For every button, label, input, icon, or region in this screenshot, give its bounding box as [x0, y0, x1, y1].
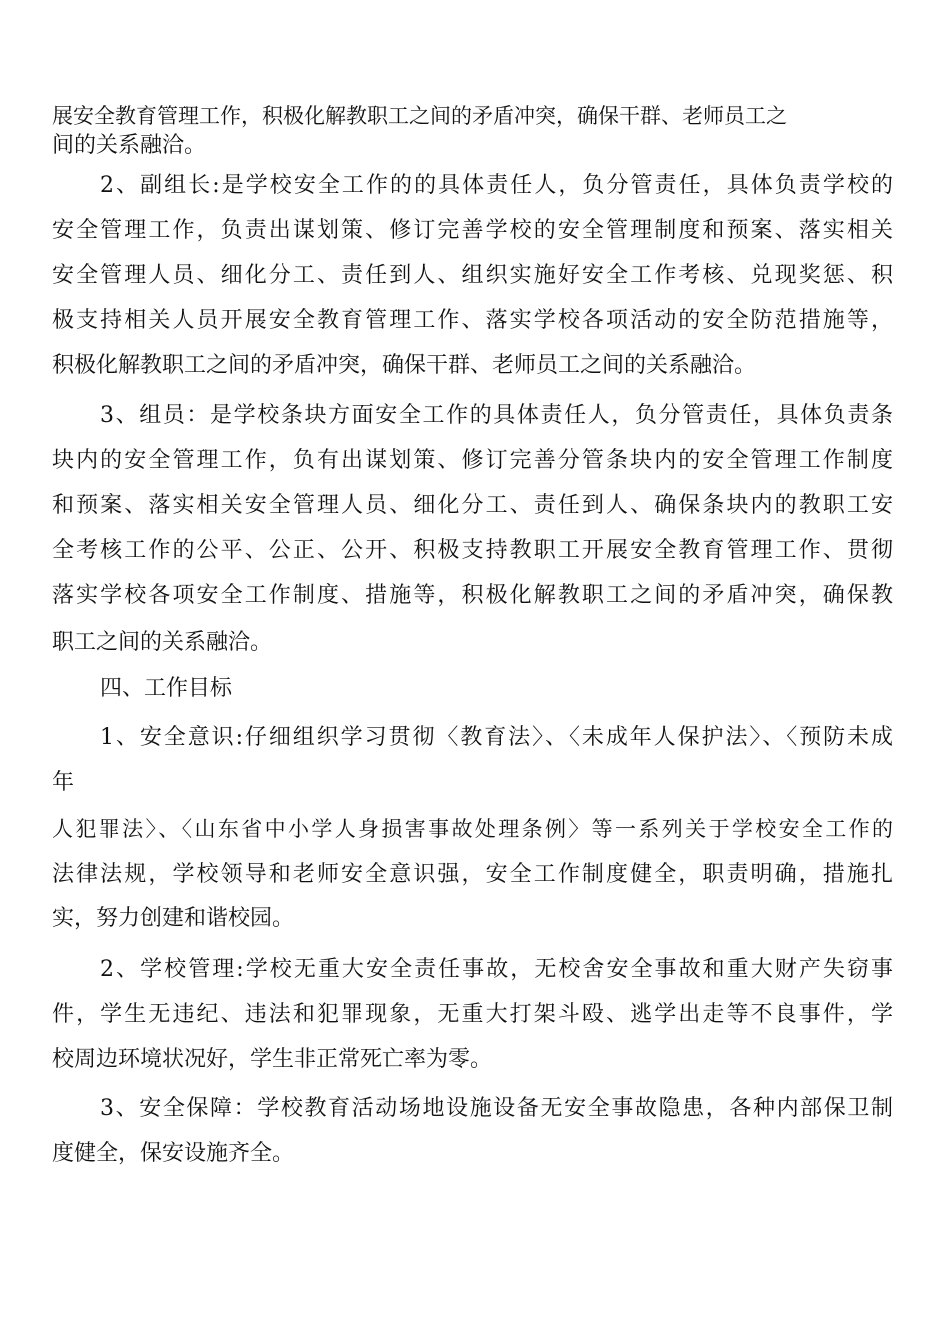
text-line: 块内的安全管理工作，负有出谋划策、修订完善分管条块内的安全管理工作制度: [52, 448, 893, 473]
text-line: 2、学校管理:学校无重大安全责任事故，无校舍安全事故和重大财产失窃事: [100, 957, 893, 982]
text-line: 度健全，保安设施齐全。: [52, 1141, 295, 1166]
text-line: 安全管理人员、细化分工、责任到人、组织实施好安全工作考核、兑现奖惩、积: [52, 263, 893, 288]
text-line: 间的关系融洽。: [52, 133, 207, 158]
text-line: 校周边环境状况好，学生非正常死亡率为零。: [52, 1047, 493, 1072]
text-line: 极支持相关人员开展安全教育管理工作、落实学校各项活动的安全防范措施等，: [52, 308, 893, 333]
text-line: 全考核工作的公平、公正、公开、积极支持教职工开展安全教育管理工作、贯彻: [52, 538, 893, 563]
text-line: 实，努力创建和谐校园。: [52, 906, 295, 931]
text-line: 职工之间的关系融洽。: [52, 630, 273, 655]
text-line: 1、安全意识:仔细组织学习贯彻〈教育法〉、〈未成年人保护法〉、〈预防未成: [100, 725, 893, 750]
text-line: 3、安全保障：学校教育活动场地设施设备无安全事故隐患，各种内部保卫制: [100, 1096, 893, 1121]
text-line: 法律法规，学校领导和老师安全意识强，安全工作制度健全，职责明确，措施扎: [52, 862, 893, 887]
text-line: 3、组员：是学校条块方面安全工作的具体责任人，负分管责任，具体负责条: [100, 403, 893, 428]
text-line: 展安全教育管理工作，积极化解教职工之间的矛盾冲突，确保干群、老师员工之: [52, 104, 787, 128]
text-line: 积极化解教职工之间的矛盾冲突，确保干群、老师员工之间的关系融洽。: [52, 353, 757, 378]
text-line: 2、副组长:是学校安全工作的的具体责任人，负分管责任，具体负责学校的: [100, 173, 893, 198]
text-line: 安全管理工作，负责出谋划策、修订完善学校的安全管理制度和预案、落实相关: [52, 218, 893, 243]
text-line: 落实学校各项安全工作制度、措施等，积极化解教职工之间的矛盾冲突，确保教: [52, 583, 893, 608]
section-heading: 四、工作目标: [100, 676, 233, 701]
text-line: 件，学生无违纪、违法和犯罪现象，无重大打架斗殴、逃学出走等不良事件，学: [52, 1002, 893, 1027]
text-line: 人犯罪法〉、〈山东省中小学人身损害事故处理条例〉等一系列关于学校安全工作的: [52, 817, 893, 841]
text-line: 和预案、落实相关安全管理人员、细化分工、责任到人、确保条块内的教职工安: [52, 493, 893, 518]
text-line: 年: [52, 770, 75, 795]
